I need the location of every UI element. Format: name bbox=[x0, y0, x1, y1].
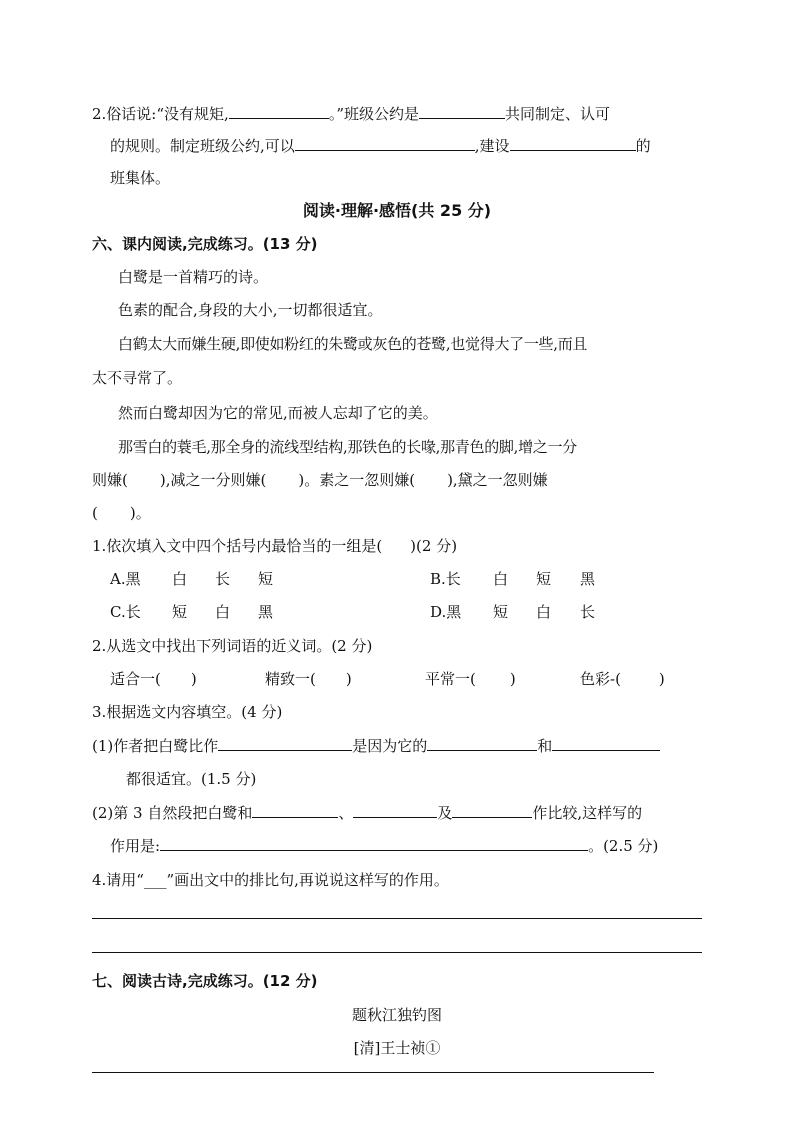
passage-text: ( bbox=[92, 504, 98, 522]
option-c-item: 短 bbox=[172, 603, 188, 621]
option-b-item: 黑 bbox=[580, 570, 596, 588]
passage-text: 则嫌( bbox=[92, 471, 128, 489]
answer-line[interactable] bbox=[92, 952, 702, 953]
synonym-item bbox=[265, 669, 352, 689]
passage-text: )。 bbox=[129, 504, 151, 522]
option-c-item: 白 bbox=[215, 603, 231, 621]
q2-line3: 班集体。 bbox=[110, 169, 171, 187]
q2-line1 bbox=[92, 104, 610, 124]
option-b-item: 白 bbox=[493, 570, 509, 588]
q3-text: (1)作者把白鹭比作 bbox=[92, 737, 219, 755]
q4-text: 4.请用“ bbox=[92, 871, 144, 889]
option-c-item: 黑 bbox=[258, 603, 274, 621]
q1-text: 1.依次填入文中四个括号内最恰当的一组是( bbox=[92, 537, 383, 555]
passage-p4: 然而白鹭却因为它的常见,而被人忘却了它的美。 bbox=[118, 404, 438, 422]
answer-blank[interactable] bbox=[419, 104, 505, 119]
q1-stem bbox=[92, 536, 457, 556]
q3-text: 和 bbox=[537, 737, 553, 755]
answer-blank[interactable] bbox=[510, 136, 636, 151]
synonym-word: 精致一( bbox=[265, 670, 316, 688]
option-b-item: 短 bbox=[536, 570, 552, 588]
synonym-close: ) bbox=[658, 670, 665, 688]
option-a-label: A.黑 bbox=[110, 570, 141, 588]
option-b-label: B.长 bbox=[430, 570, 461, 588]
poem-author: [清]王士祯① bbox=[353, 1039, 441, 1057]
option-a-item: 长 bbox=[215, 570, 231, 588]
passage-p3-line2: 太不寻常了。 bbox=[92, 369, 183, 387]
synonym-close: ) bbox=[190, 670, 197, 688]
q3-sub2-line1 bbox=[92, 803, 642, 823]
passage-text: ),黛之一忽则嫌 bbox=[447, 471, 548, 489]
synonym-word: 平常一( bbox=[425, 670, 476, 688]
q3-sub1-line1 bbox=[92, 736, 660, 756]
answer-blank[interactable] bbox=[218, 736, 352, 751]
option-a-item: 短 bbox=[258, 570, 274, 588]
q1-text: )(2 分) bbox=[410, 537, 458, 555]
option-d-item: 短 bbox=[493, 603, 509, 621]
synonym-close: ) bbox=[345, 670, 352, 688]
answer-blank[interactable] bbox=[252, 803, 338, 818]
passage-text: ),减之一分则嫌( bbox=[159, 471, 267, 489]
option-a-item: 白 bbox=[172, 570, 188, 588]
passage-p5-line2 bbox=[92, 470, 548, 490]
answer-blank[interactable] bbox=[452, 803, 532, 818]
passage-p5-line3 bbox=[92, 503, 151, 523]
q2-text: 的 bbox=[635, 137, 651, 155]
answer-blank[interactable] bbox=[353, 803, 437, 818]
q3-text: 是因为它的 bbox=[352, 737, 428, 755]
synonym-word: 适合一( bbox=[110, 670, 161, 688]
q2-text: 的规则。制定班级公约,可以 bbox=[110, 137, 295, 155]
poem-title: 题秋江独钓图 bbox=[351, 1006, 442, 1024]
q3-text: 作比较,这样写的 bbox=[532, 804, 643, 822]
q2-text: ,建设 bbox=[474, 137, 510, 155]
q2-line2 bbox=[110, 136, 651, 156]
section-title: 阅读·理解·感悟(共 25 分) bbox=[302, 201, 492, 220]
q4-stem bbox=[92, 870, 449, 890]
synonym-close: ) bbox=[509, 670, 516, 688]
q3-text: 作用是: bbox=[110, 837, 161, 855]
passage-p3-line1: 白鹤太大而嫌生硬,即使如粉红的朱鹭或灰色的苍鹭,也觉得大了一些,而且 bbox=[118, 335, 588, 353]
q3-text: 及 bbox=[437, 804, 453, 822]
answer-blank[interactable] bbox=[427, 736, 537, 751]
part7-heading: 七、阅读古诗,完成练习。(12 分) bbox=[92, 972, 318, 990]
synonym-word: 色彩-( bbox=[580, 670, 621, 688]
answer-blank[interactable] bbox=[160, 836, 588, 851]
q2-text: 2.俗话说:“没有规矩, bbox=[92, 105, 229, 123]
option-c-label: C.长 bbox=[110, 603, 141, 621]
answer-blank[interactable] bbox=[229, 104, 329, 119]
q3-text: (2)第 3 自然段把白鹭和 bbox=[92, 804, 253, 822]
underline-mark: ___ bbox=[143, 871, 167, 889]
passage-p2: 色素的配合,身段的大小,一切都很适宜。 bbox=[118, 301, 383, 319]
option-d-item: 长 bbox=[580, 603, 596, 621]
q3-sub2-line2 bbox=[110, 836, 658, 856]
q2b-stem: 2.从选文中找出下列词语的近义词。(2 分) bbox=[92, 637, 373, 655]
q2-text: 共同制定、认可 bbox=[504, 105, 610, 123]
q3-text: 、 bbox=[338, 804, 354, 822]
synonym-item bbox=[580, 669, 665, 689]
q3-sub1-line2: 都很适宜。(1.5 分) bbox=[126, 770, 257, 788]
part6-heading: 六、课内阅读,完成练习。(13 分) bbox=[92, 235, 318, 253]
option-d-label: D.黑 bbox=[430, 603, 462, 621]
q3-stem: 3.根据选文内容填空。(4 分) bbox=[92, 703, 283, 721]
q4-text: ”画出文中的排比句,再说说这样写的作用。 bbox=[166, 871, 449, 889]
passage-text: )。素之一忽则嫌( bbox=[298, 471, 416, 489]
q3-text: 。(2.5 分) bbox=[588, 837, 659, 855]
answer-blank[interactable] bbox=[552, 736, 660, 751]
synonym-item bbox=[110, 669, 197, 689]
synonym-item bbox=[425, 669, 516, 689]
passage-p5-line1: 那雪白的蓑毛,那全身的流线型结构,那铁色的长喙,那青色的脚,增之一分 bbox=[118, 438, 577, 456]
answer-blank[interactable] bbox=[295, 136, 475, 151]
divider-line bbox=[92, 1072, 654, 1073]
answer-line[interactable] bbox=[92, 918, 702, 919]
q2-text: 。”班级公约是 bbox=[328, 105, 419, 123]
option-d-item: 白 bbox=[536, 603, 552, 621]
passage-p1: 白鹭是一首精巧的诗。 bbox=[118, 268, 269, 286]
